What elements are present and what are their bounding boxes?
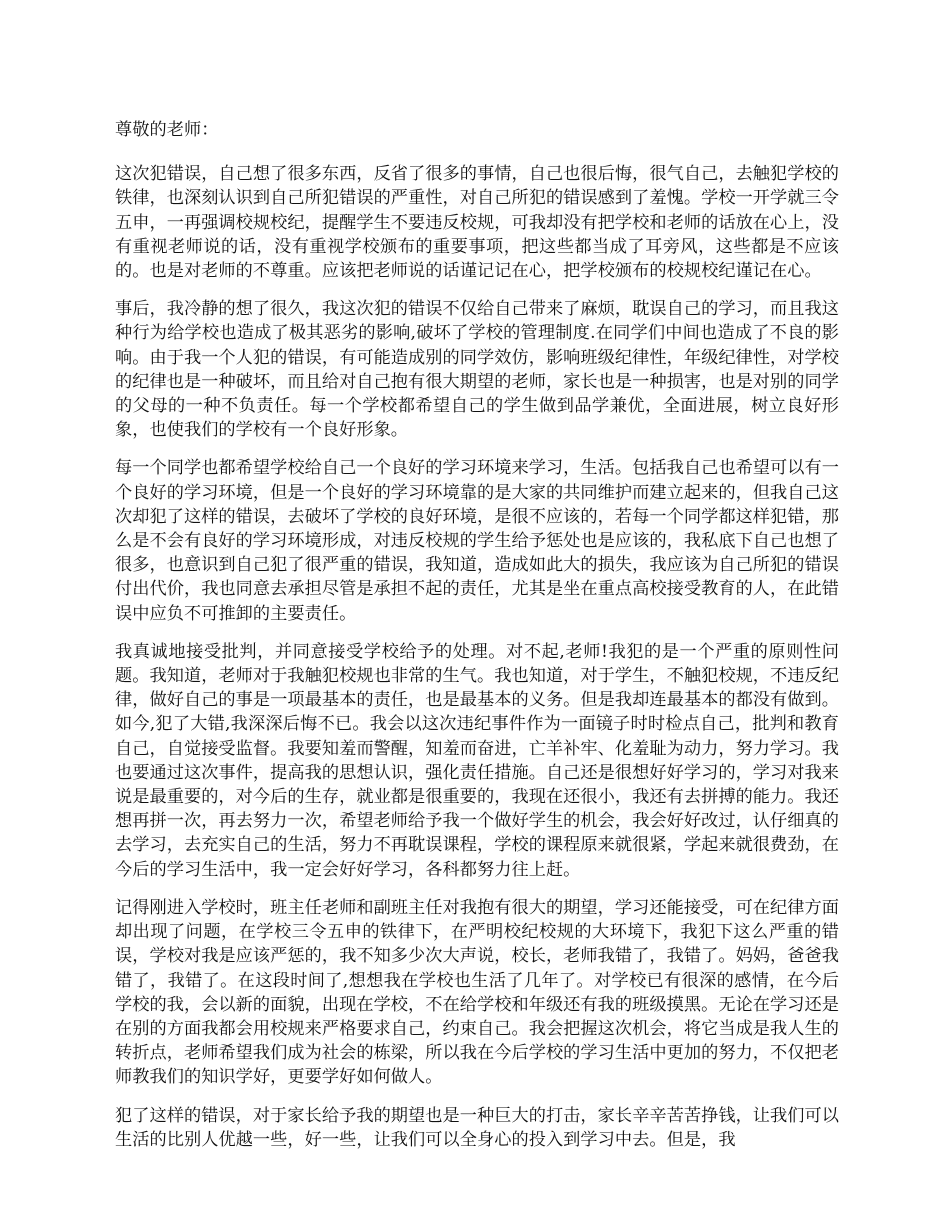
paragraph-4: 我真诚地接受批判，并同意接受学校给予的处理。对不起,老师!我犯的是一个严重的原则性问题。我知道，老师对于我触犯校规也非常的生气。我也知道，对于学生，不触犯校规，不违反纪律，做好自己的事是一项最基本的责任，也是最基本的义务。但是我却连最基本的都没有做到。如今,犯了大错,我深深后悔不已。我会以这次违纪事件作为一面镜子时时检点自己，批判和教育自己，自觉接受监督。我要知羞而警醒，知羞而奋进，亡羊补牢、化羞耻为动力，努力学习。我也要通过这次事件，提高我的思想认识，强化责任措施。自己还是很想好好学习的，学习对我来说是最重要的，对今后的生存，就业都是很重要的，我现在还很小，我还有去拼搏的能力。我还想再拼一次，再去努力一次，希望老师给予我一个做好学生的机会，我会好好改过，认仔细真的去学习，去充实自己的生活，努力不再耽误课程，学校的课程原来就很紧，学起来就很费劲，在今后的学习生活中，我一定会好好学习，各科都努力往上赶。 [115, 641, 839, 880]
paragraph-3: 每一个同学也都希望学校给自己一个良好的学习环境来学习，生活。包括我自己也希望可以有一个良好的学习环境，但是一个良好的学习环境靠的是大家的共同维护而建立起来的，但我自己这次却犯了这样的错误，去破坏了学校的良好环境，是很不应该的，若每一个同学都这样犯错，那么是不会有良好的学习环境形成，对违反校规的学生给予惩处也是应该的，我私底下自己也想了很多，也意识到自己犯了很严重的错误，我知道，造成如此大的损失，我应该为自己所犯的错误付出代价，我也同意去承担尽管是承担不起的责任，尤其是坐在重点高校接受教育的人，在此错误中应负不可推卸的主要责任。 [115, 458, 839, 624]
salutation: 尊敬的老师： [115, 120, 219, 140]
paragraph-5: 记得刚进入学校时，班主任老师和副班主任对我抱有很大的期望，学习还能接受，可在纪律方面却出现了问题，在学校三令五申的铁律下，在严明校纪校规的大环境下，我犯下这么严重的错误，学校对我是应该严惩的，我不知多少次大声说，校长，老师我错了，我错了。妈妈，爸爸我错了，我错了。在这段时间了,想想我在学校也生活了几年了。对学校已有很深的感情，在今后学校的我，会以新的面貌，出现在学校，不在给学校和年级还有我的班级摸黑。无论在学习还是在别的方面我都会用校规来严格要求自己，约束自己。我会把握这次机会，将它当成是我人生的转折点，老师希望我们成为社会的栋梁，所以我在今后学校的学习生活中更加的努力，不仅把老师教我们的知识学好，更要学好如何做人。 [115, 897, 839, 1088]
paragraph-2: 事后，我冷静的想了很久，我这次犯的错误不仅给自己带来了麻烦，耽误自己的学习，而且我这种行为给学校也造成了极其恶劣的影响,破坏了学校的管理制度.在同学们中间也造成了不良的影响。由于我一个人犯的错误，有可能造成别的同学效仿，影响班级纪律性，年级纪律性，对学校的纪律也是一种破坏，而且给对自己抱有很大期望的老师，家长也是一种损害，也是对别的同学的父母的一种不负责任。每一个学校都希望自己的学生做到品学兼优，全面进展，树立良好形象，也使我们的学校有一个良好形象。 [115, 299, 839, 441]
letter-body [115, 118, 839, 1166]
paragraph-6: 犯了这样的错误，对于家长给予我的期望也是一种巨大的打击，家长辛辛苦苦挣钱，让我们可以生活的比别人优越一些，好一些，让我们可以全身心的投入到学习中去。但是，我 [115, 1105, 839, 1150]
paragraph-1: 这次犯错误，自己想了很多东西，反省了很多的事情，自己也很后悔，很气自己，去触犯学校的铁律，也深刻认识到自己所犯错误的严重性，对自己所犯的错误感到了羞愧。学校一开学就三令五申，一再强调校规校纪，提醒学生不要违反校规，可我却没有把学校和老师的话放在心上，没有重视老师说的话，没有重视学校颁布的重要事项，把这些都当成了耳旁风，这些都是不应该的。也是对老师的不尊重。应该把老师说的话谨记记在心，把学校颁布的校规校纪谨记在心。 [115, 164, 839, 282]
